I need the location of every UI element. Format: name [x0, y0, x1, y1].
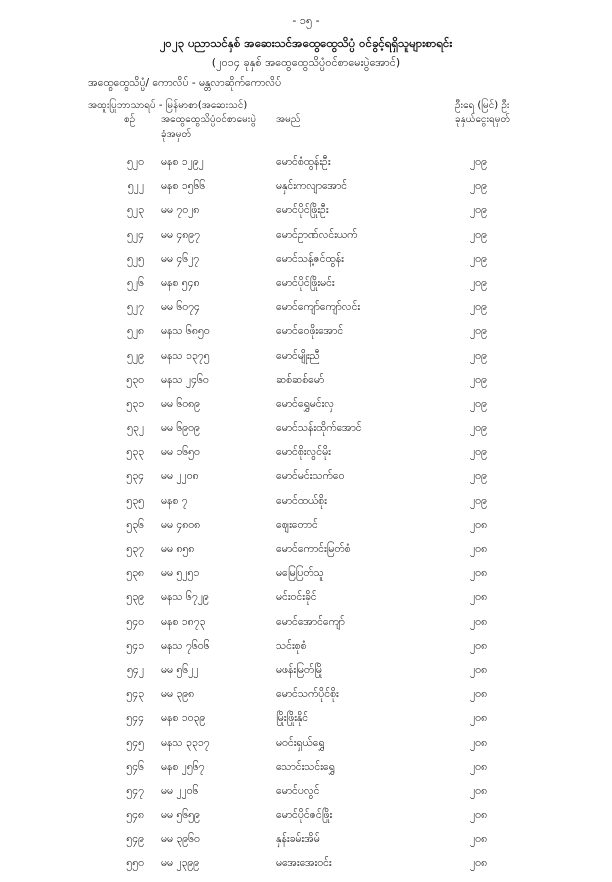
table-row — [0, 180, 612, 204]
row-number: ၅၄၄ — [126, 712, 144, 725]
student-name: မမြေပြတ်သူ — [276, 567, 324, 580]
row-number: ၅၂၀ — [127, 156, 144, 168]
roll-number: မမ ၈၅၈ — [161, 543, 195, 555]
student-name: မောင်ထယ်စိုး — [276, 494, 327, 507]
table-row — [0, 761, 612, 785]
row-number: ၅၄၃ — [126, 688, 144, 701]
roll-number: မနစ ၁၀၃၉ — [161, 712, 206, 725]
grade-score: ၂၀၉ — [470, 470, 487, 483]
grade-score: ၂၀၉ — [470, 252, 487, 265]
row-number: ၅၃၃ — [126, 446, 144, 459]
student-name: မောင်သန်းထိုက်အောင် — [276, 422, 362, 435]
student-list — [0, 156, 612, 882]
roll-number: မနသ ၂၄၆၀ — [161, 373, 209, 386]
row-number: ၅၄၉ — [126, 833, 144, 846]
student-name: မောင်မင်းသက်ဝေ — [276, 470, 345, 483]
table-row — [0, 857, 612, 881]
grade-score: ၂၀၈ — [470, 591, 488, 604]
row-number: ၅၄၇ — [126, 784, 144, 797]
roll-number: မမ ၂၃၉၉ — [161, 857, 200, 870]
grade-score: ၂၀၈ — [470, 857, 488, 870]
student-name: မောင်ကောင်းမြတ်စံ — [276, 543, 351, 555]
col-header-name: အမည် — [276, 114, 301, 125]
grade-score: ၂၀၈ — [470, 663, 488, 676]
student-name: မောင်စံထွန်းဦး — [276, 156, 331, 168]
table-row — [0, 301, 612, 325]
roll-number: မမ ၅၂၅၁ — [161, 567, 200, 580]
row-number: ၅၂၂ — [127, 180, 144, 193]
grade-score: ၂၀၈ — [470, 688, 488, 701]
table-row — [0, 229, 612, 253]
grade-score: ၂၀၈ — [470, 567, 488, 580]
table-row — [0, 350, 612, 374]
table-row — [0, 567, 612, 591]
roll-number: မမ ၄၈၉၇ — [161, 228, 201, 241]
table-row — [0, 616, 612, 640]
student-name: မောင်ဥာဏ်လင်းယက် — [276, 228, 358, 241]
roll-number: မမ ၄၈၀၈ — [161, 518, 201, 531]
roll-number: မမ ၇၀၂၈ — [161, 204, 200, 217]
student-name: နှန်းခမ်းအိမ် — [276, 833, 320, 846]
table-row — [0, 688, 612, 712]
roll-number: မနစ ၁၂၉၂ — [161, 156, 204, 168]
major-subject-header: အထူးပြုဘာသာရပ် - မြန်မာစာ(အဆေးသင်) — [88, 100, 248, 111]
row-number: ၅၃၀ — [126, 373, 144, 386]
grade-score: ၂၀၉ — [470, 397, 487, 410]
grade-score: ၂၀၈ — [470, 639, 488, 652]
table-row — [0, 833, 612, 857]
roll-number: မမ ၃၉၆၀ — [161, 833, 200, 846]
roll-number: မမ ၁၆၅၀ — [161, 446, 200, 459]
student-name: ဈေးတောင် — [276, 518, 318, 531]
roll-number: မမ ၅၆၂၂ — [161, 663, 199, 676]
student-name: ဆစ်ဆစ်မော် — [276, 373, 325, 386]
grade-score: ၂၀၉ — [470, 156, 487, 168]
table-row — [0, 664, 612, 688]
col-header-roll-2: ခုံအမှတ် — [161, 129, 192, 140]
college-location: အထွေထွေသိပ္ပံ/ ကောလိပ် - မန္တလာဆိုက်ကောလိပ် — [88, 77, 282, 89]
student-name: မဝင်းရှယ်ရွှေ — [276, 736, 325, 749]
roll-number: မနသ ၁၃၇၅ — [161, 349, 210, 362]
roll-number: မနသ ၇၆၀၆ — [161, 639, 210, 652]
roll-number: မနစ ၇ — [161, 494, 188, 507]
document-subtitle: (၂၀၁၄ ခုနှစ် အထွေထွေသိပ္ပံဝင်စာမေးပွဲအောင်) — [211, 56, 401, 69]
roll-number: မမ ၅၆၅၉ — [161, 809, 200, 822]
grade-score: ၂၀၉ — [470, 228, 487, 241]
student-name: မောင်ပိုင်ဇင်ဖြိုး — [276, 809, 333, 822]
grade-score: ၂၀၈ — [470, 809, 488, 822]
table-row — [0, 470, 612, 494]
grade-score: ၂၀၉ — [470, 204, 487, 217]
table-row — [0, 422, 612, 446]
student-name: မောင်ဝေဖိုးအောင် — [276, 325, 344, 338]
student-name: သောင်းသင်းရွှေ — [276, 760, 335, 773]
grade-score: ၂၀၈ — [470, 784, 488, 797]
row-number: ၅၃၈ — [126, 567, 144, 580]
grade-score: ၂၀၈ — [470, 833, 488, 846]
student-name: မအေးအေးဝင်း — [276, 857, 332, 870]
table-row — [0, 785, 612, 809]
row-number: ၅၄၈ — [126, 809, 144, 822]
roll-number: မနသ ၃၃၁၇ — [161, 736, 210, 749]
grade-score: ၂၀၈ — [470, 736, 488, 749]
student-name: မောင်သက်ပိုင်စိုး — [276, 688, 339, 701]
student-name: မောင်ရွှေမင်းလှ — [276, 397, 335, 410]
grade-score: ၂၀၈ — [470, 543, 488, 555]
student-name: မနှင်းကလျာအောင် — [276, 180, 348, 193]
col-header-grade: ခုနှယ်ငွေးရမှတ် — [455, 114, 511, 125]
roll-number: မမ ၆၉၀၉ — [161, 422, 200, 435]
row-number: ၅၄၆ — [126, 760, 144, 773]
quota-header: ဦးရေ (မြင်) ဦး — [455, 100, 510, 111]
roll-number: မမ ၆၀၇၄ — [161, 301, 200, 314]
row-number: ၅၃၉ — [126, 591, 144, 604]
grade-score: ၂၀၈ — [470, 615, 488, 628]
row-number: ၅၃၄ — [126, 470, 144, 483]
grade-score: ၂၀၉ — [470, 349, 487, 362]
student-name: မောင်အောင်ကျော် — [276, 615, 345, 628]
roll-number: မနစ ၁၅၆၆ — [161, 180, 206, 193]
table-row — [0, 809, 612, 833]
row-number: ၅၄၀ — [126, 615, 144, 628]
row-number: ၅၂၃ — [127, 204, 144, 217]
row-number: ၅၂၄ — [127, 228, 144, 241]
roll-number: မမ ၃၉၈ — [161, 688, 195, 701]
row-number: ၅၄၂ — [127, 663, 144, 676]
roll-number: မနစ ၂၅၆၇ — [161, 760, 205, 773]
row-number: ၅၂၇ — [127, 301, 144, 314]
table-row — [0, 640, 612, 664]
table-row — [0, 543, 612, 567]
student-name: မောင်စိုးလွင်မိုး — [276, 446, 331, 459]
row-number: ၅၂၅ — [127, 252, 144, 265]
table-row — [0, 712, 612, 736]
grade-score: ၂၀၉ — [470, 301, 487, 314]
row-number: ၅၅၀ — [126, 857, 144, 870]
table-row — [0, 446, 612, 470]
grade-score: ၂၀၉ — [470, 325, 487, 338]
grade-score: ၂၀၉ — [470, 276, 487, 289]
grade-score: ၂၀၉ — [470, 422, 487, 435]
table-row — [0, 325, 612, 349]
table-row — [0, 519, 612, 543]
roll-number: မမ ၆၀၈၉ — [161, 397, 201, 410]
student-name: မဖန်းမြတ်မြို — [276, 663, 322, 676]
grade-score: ၂၀၈ — [470, 712, 488, 725]
roll-number: မမ ၂၂၀၈ — [161, 470, 199, 483]
grade-score: ၂၀၉ — [470, 446, 487, 459]
table-row — [0, 204, 612, 228]
col-header-roll: အထွေထွေသိပ္ပံဝင်စာမေးပွဲ — [161, 114, 257, 125]
row-number: ၅၃၇ — [126, 543, 144, 555]
roll-number: မမ ၄၆၂၇ — [161, 252, 200, 265]
table-row — [0, 374, 612, 398]
student-name: မောင်ပလွင် — [276, 784, 320, 797]
roll-number: မနသ ၆၇၂၉ — [161, 591, 209, 604]
student-name: မောင်မျိုးညီ — [276, 349, 320, 362]
row-number: ၅၃၁ — [126, 397, 144, 410]
student-name: မောင်သန့်ဇင်ထွန်း — [276, 252, 344, 265]
grade-score: ၂၀၈ — [470, 518, 488, 531]
row-number: ၅၂၈ — [126, 325, 144, 338]
student-name: မင်းဝင်းခိုင် — [276, 591, 317, 604]
table-row — [0, 277, 612, 301]
student-name: မောင်ပိုင်ဖြိုးမင်း — [276, 276, 335, 289]
row-number: ၅၄၁ — [126, 639, 144, 652]
student-name: သင်းစုစံ — [276, 639, 307, 652]
table-row — [0, 398, 612, 422]
row-number: ၅၃၂ — [127, 422, 144, 435]
student-name: မောင်ကျော်ကျော်လင်း — [276, 301, 361, 314]
table-row — [0, 495, 612, 519]
col-header-no: စဉ် — [124, 114, 136, 125]
page-number: - ၁၅ - — [292, 14, 320, 27]
roll-number: မနစ ၅၄၈ — [161, 276, 200, 289]
grade-score: ၂၀၈ — [470, 760, 488, 773]
table-row — [0, 156, 612, 180]
row-number: ၅၃၆ — [126, 518, 144, 531]
student-name: မောင်ပိုင်ဖြိုးဦး — [276, 204, 329, 217]
student-name: မြိုးဖြိုးနိုင် — [276, 712, 309, 725]
table-row — [0, 591, 612, 615]
row-number: ၅၂၆ — [127, 276, 144, 289]
roll-number: မနစ ၁၈၇၃ — [161, 615, 206, 628]
row-number: ၅၂၉ — [127, 349, 144, 362]
document-title: ၂၀၂၃ ပညာသင်နှစ် အဆေးသင်အထွေထွေသိပ္ပံ ဝင်ခွင့်ရရှိသူများစာရင်း — [159, 36, 453, 50]
grade-score: ၂၀၉ — [470, 180, 487, 193]
table-row — [0, 737, 612, 761]
grade-score: ၂၀၉ — [470, 494, 487, 507]
roll-number: မနသ ၆၈၅၀ — [161, 325, 210, 338]
roll-number: မမ ၂၂၀၆ — [161, 784, 199, 797]
table-row — [0, 253, 612, 277]
row-number: ၅၃၅ — [126, 494, 144, 507]
grade-score: ၂၀၉ — [470, 373, 487, 386]
row-number: ၅၄၅ — [126, 736, 144, 749]
